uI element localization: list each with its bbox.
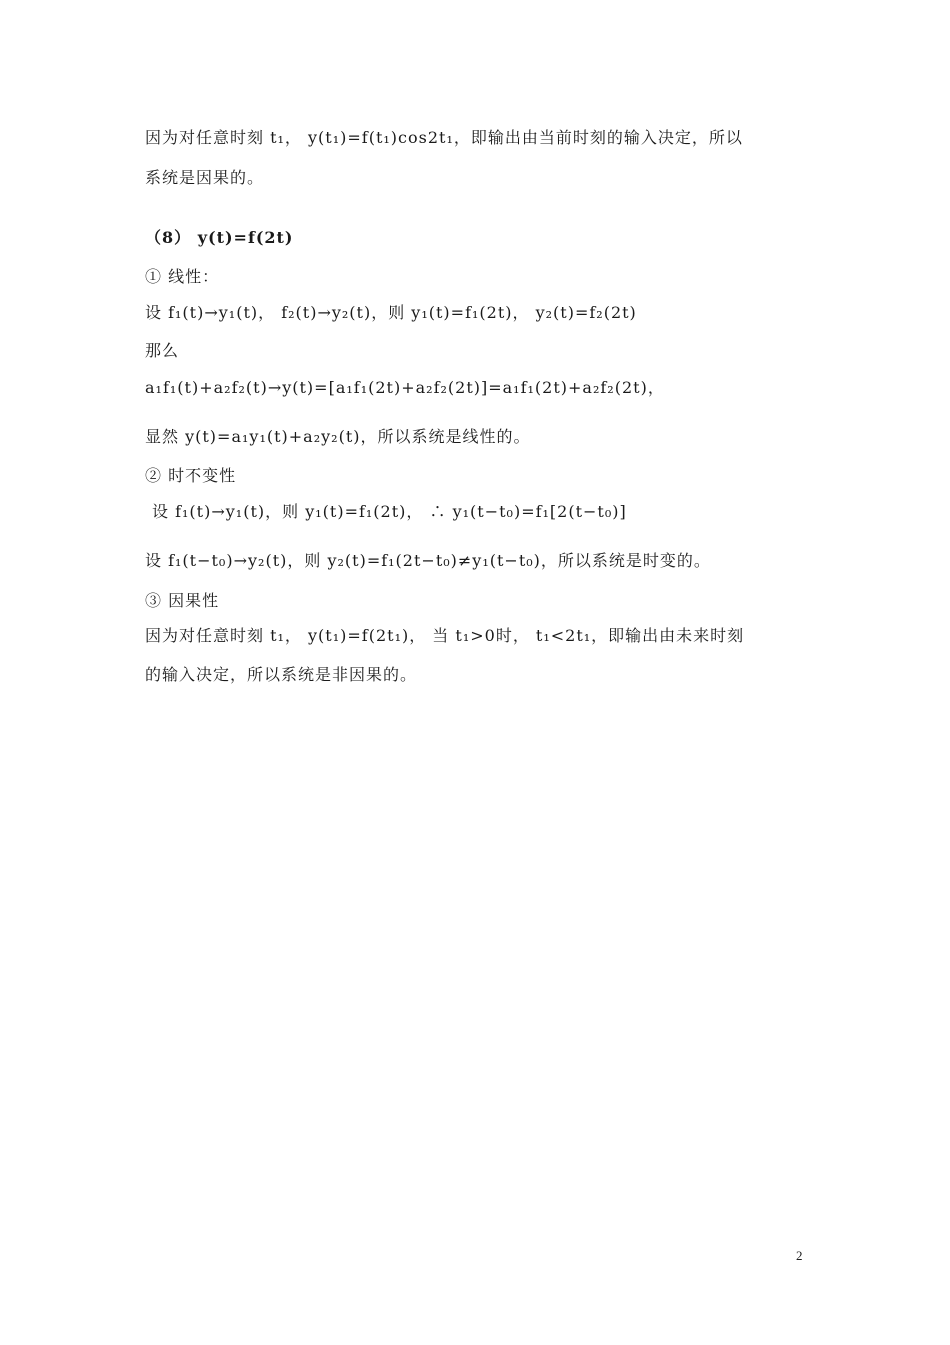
- linearity-combination: a₁f₁(t)+a₂f₂(t)→y(t)=[a₁f₁(2t)+a₂f₂(2t)]=a₁f₁(2t)+a₂f₂(2t)，: [145, 378, 665, 397]
- section-8-heading: （8） y(t)=f(2t): [145, 228, 294, 247]
- causality-line-2: 系统是因果的。: [145, 168, 265, 187]
- causality-line-1: 因为对任意时刻 t₁， y(t₁)=f(t₁)cos2t₁，即输出由当前时刻的输入决定，所以: [145, 128, 743, 147]
- time-invariance-heading: ② 时不变性: [145, 466, 237, 485]
- time-invariance-conclusion: 设 f₁(t−t₀)→y₂(t)，则 y₂(t)=f₁(2t−t₀)≠y₁(t−t₀)，所以系统是时变的。: [145, 551, 711, 570]
- linearity-conclusion: 显然 y(t)=a₁y₁(t)+a₂y₂(t)，所以系统是线性的。: [145, 427, 531, 446]
- causality-heading: ③ 因果性: [145, 591, 220, 610]
- linearity-then: 那么: [145, 341, 180, 360]
- time-invariance-setup: 设 f₁(t)→y₁(t)，则 y₁(t)=f₁(2t)， ∴ y₁(t−t₀)=f₁[2(t−t₀)]: [152, 502, 627, 521]
- causality-reason-2: 的输入决定，所以系统是非因果的。: [145, 665, 418, 684]
- linearity-setup: 设 f₁(t)→y₁(t)， f₂(t)→y₂(t)，则 y₁(t)=f₁(2t)， y₂(t)=f₂(2t): [145, 303, 637, 322]
- linearity-heading: ① 线性：: [145, 267, 220, 286]
- page-number: 2: [796, 1248, 803, 1263]
- causality-reason-1: 因为对任意时刻 t₁， y(t₁)=f(2t₁)， 当 t₁>0时， t₁<2t₁，即输出由未来时刻: [145, 626, 745, 645]
